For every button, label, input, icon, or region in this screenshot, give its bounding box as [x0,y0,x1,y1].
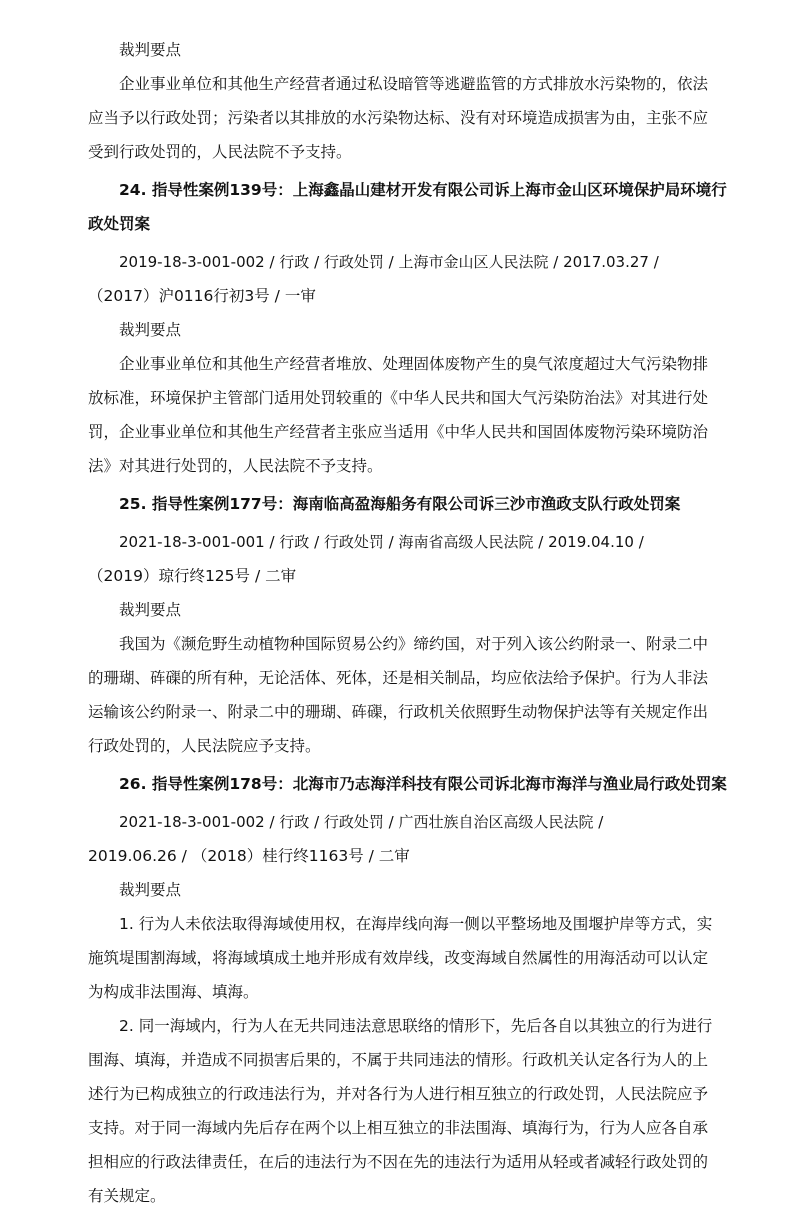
case-title: 25. 指导性案例177号：海南临高盈海船务有限公司诉三沙市渔政支队行政处罚案 [119,495,681,513]
case-title: 26. 指导性案例178号：北海市乃志海洋科技有限公司诉北海市海洋与渔业局行政处罚案 [119,775,727,793]
paragraph-line: 放标准，环境保护主管部门适用处罚较重的《中华人民共和国大气污染防治法》对其进行处 [88,389,709,407]
case-title: 24. 指导性案例139号：上海鑫晶山建材开发有限公司诉上海市金山区环境保护局环境行 [119,181,727,199]
intro-section [88,38,734,164]
paragraph-line: 有关规定。 [88,1187,166,1205]
case-meta: 2021-18-3-001-001 / 行政 / 行政处罚 / 海南省高级人民法院 / 2019.04.10 / [119,533,644,551]
paragraph-line: 罚，企业事业单位和其他生产经营者主张应当适用《中华人民共和国固体废物污染环境防治 [88,423,709,441]
paragraph-line: 为构成非法围海、填海。 [88,983,259,1001]
paragraph-line: 行政处罚的，人民法院应予支持。 [88,737,321,755]
case-26 [88,772,734,1208]
paragraph-line: 施筑堤围割海域，将海域填成土地并形成有效岸线，改变海域自然属性的用海活动可以认定 [88,949,709,967]
paragraph-line: 应当予以行政处罚；污染者以其排放的水污染物达标、没有对环境造成损害为由，主张不应 [88,109,709,127]
section-label: 裁判要点 [119,41,182,59]
paragraph-line: 企业事业单位和其他生产经营者堆放、处理固体废物产生的臭气浓度超过大气污染物排 [119,355,709,373]
paragraph-line: 1. 行为人未依法取得海域使用权，在海岸线向海一侧以平整场地及围堰护岸等方式，实 [119,915,713,933]
section-label: 裁判要点 [119,601,182,619]
section-label: 裁判要点 [119,321,182,339]
paragraph-line: 述行为已构成独立的行政违法行为，并对各行为人进行相互独立的行政处罚，人民法院应予 [88,1085,709,1103]
case-meta: （2017）沪0116行初3号 / 一审 [88,287,316,305]
paragraph-line: 我国为《濒危野生动植物种国际贸易公约》缔约国，对于列入该公约附录一、附录二中 [119,635,709,653]
case-meta: 2019-18-3-001-002 / 行政 / 行政处罚 / 上海市金山区人民法院 / 2017.03.27 / [119,253,659,271]
case-meta: （2019）琼行终125号 / 二审 [88,567,297,585]
case-meta: 2019.06.26 / （2018）桂行终1163号 / 二审 [88,847,410,865]
paragraph-line: 运输该公约附录一、附录二中的珊瑚、砗磲，行政机关依照野生动物保护法等有关规定作出 [88,703,709,721]
case-title: 政处罚案 [88,215,151,233]
paragraph-line: 的珊瑚、砗磲的所有种，无论活体、死体，还是相关制品，均应依法给予保护。行为人非法 [88,669,709,687]
paragraph-line: 支持。对于同一海域内先后存在两个以上相互独立的非法围海、填海行为，行为人应各自承 [88,1119,709,1137]
paragraph-line: 法》对其进行处罚的，人民法院不予支持。 [88,457,383,475]
case-24 [88,178,734,478]
paragraph-line: 企业事业单位和其他生产经营者通过私设暗管等逃避监管的方式排放水污染物的，依法 [119,75,709,93]
paragraph-line: 受到行政处罚的，人民法院不予支持。 [88,143,352,161]
paragraph-line: 围海、填海，并造成不同损害后果的，不属于共同违法的情形。行政机关认定各行为人的上 [88,1051,709,1069]
case-meta: 2021-18-3-001-002 / 行政 / 行政处罚 / 广西壮族自治区高级人民法院 / [119,813,604,831]
case-25 [88,492,734,758]
section-label: 裁判要点 [119,881,182,899]
paragraph-line: 担相应的行政法律责任，在后的违法行为不因在先的违法行为适用从轻或者减轻行政处罚的 [88,1153,709,1171]
paragraph-line: 2. 同一海域内，行为人在无共同违法意思联络的情形下，先后各自以其独立的行为进行 [119,1017,713,1035]
